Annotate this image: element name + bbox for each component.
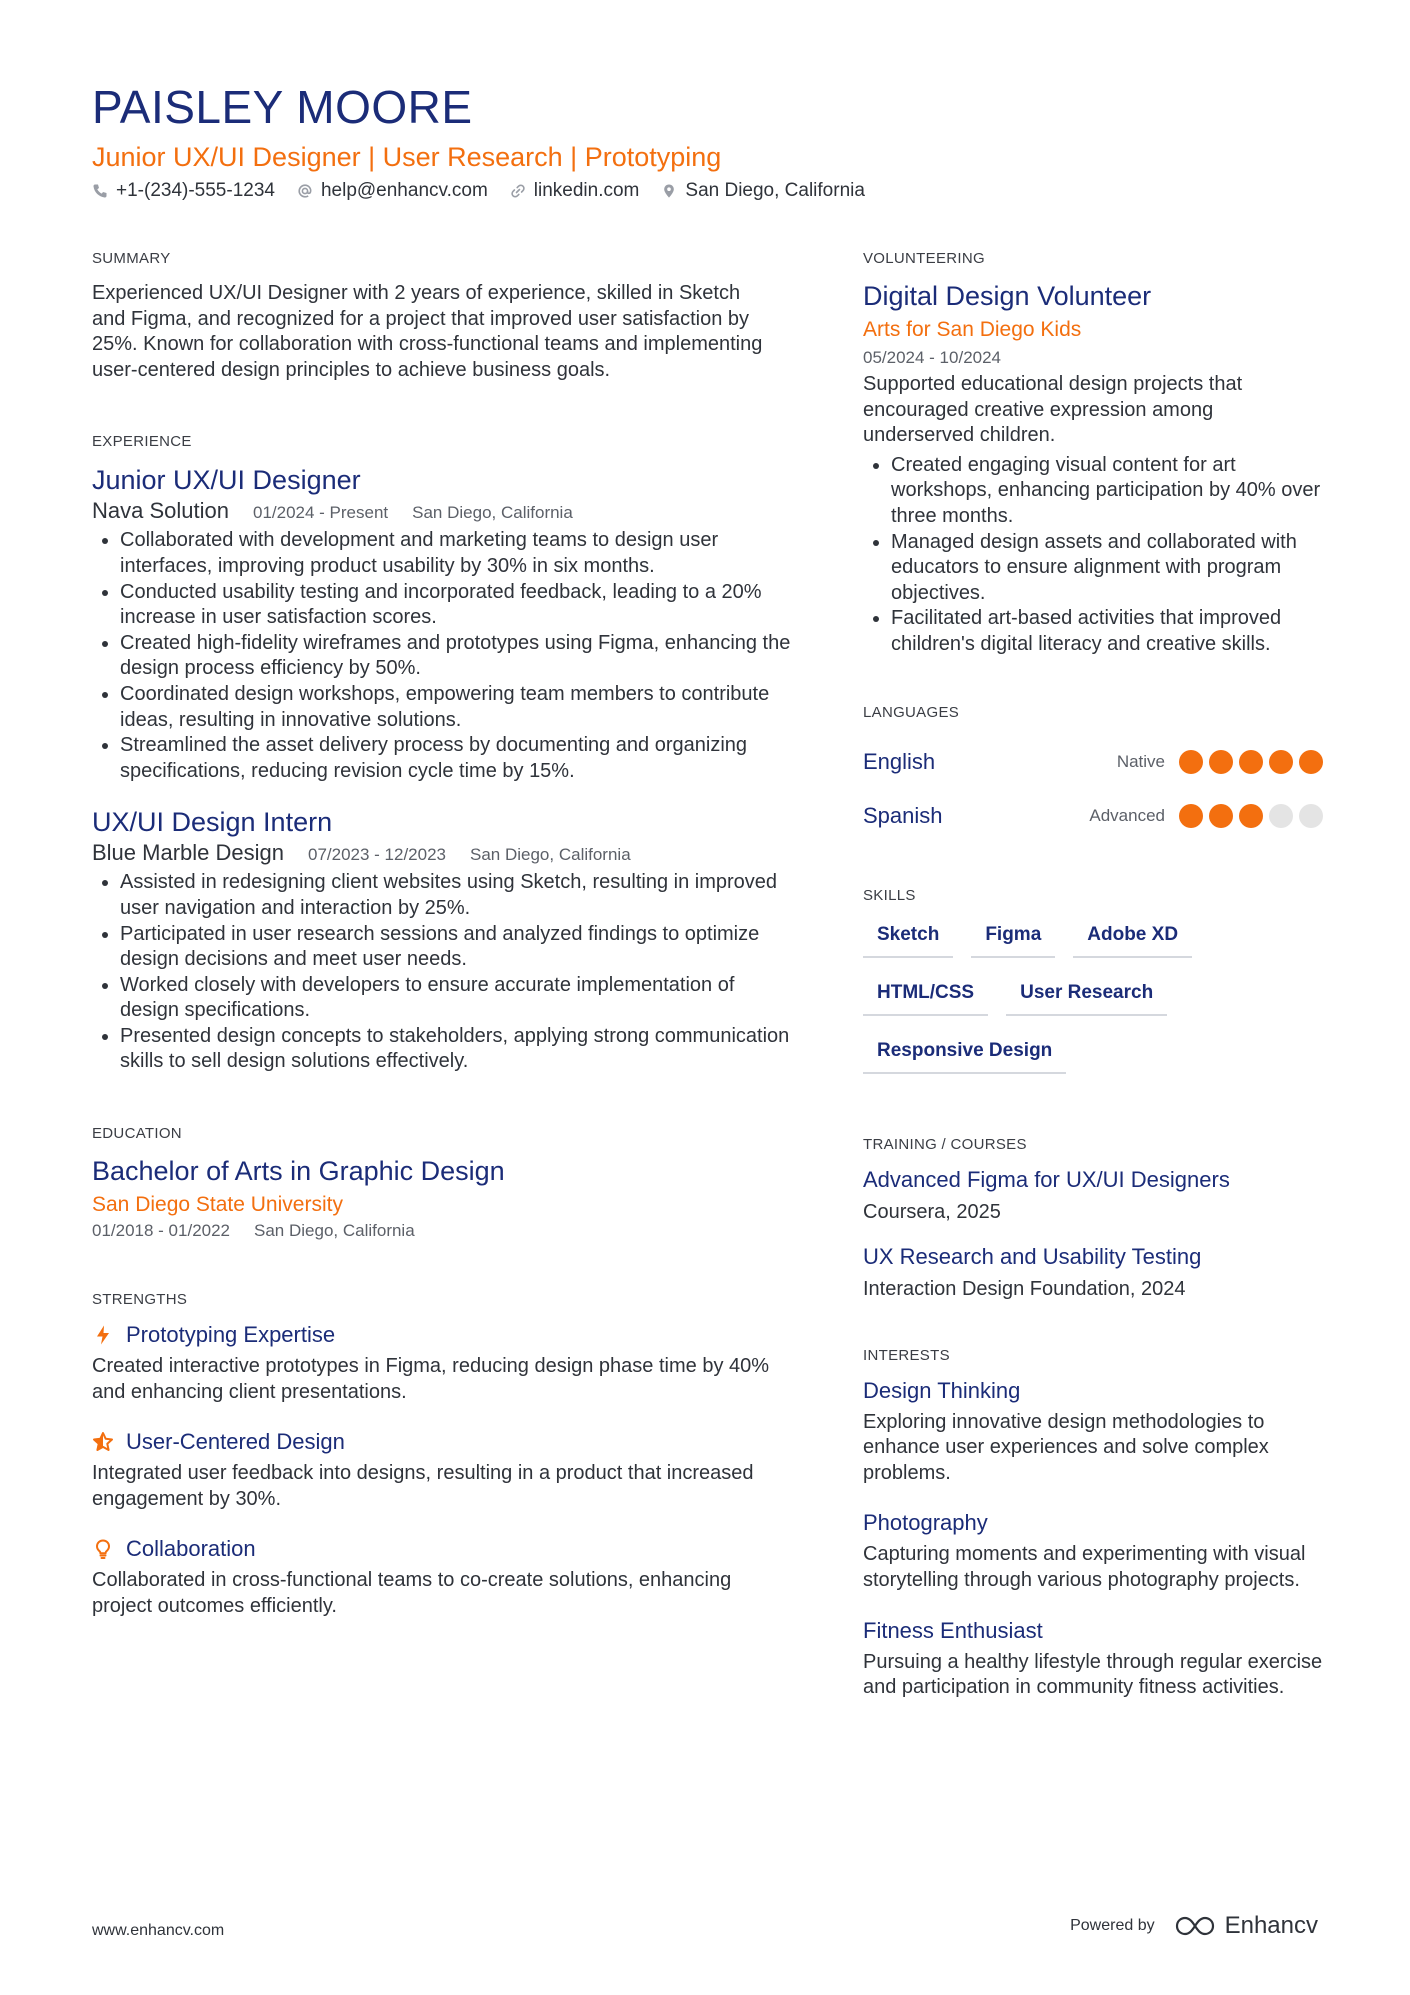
bullet-item: • Facilitated art-based activities that improved children's digital literacy and creative skills. [891, 606, 1323, 657]
interest-item [863, 1378, 1323, 1487]
job-bullets [92, 870, 792, 1075]
interest-title: Design Thinking [863, 1377, 1021, 1403]
strength-title: Collaboration [126, 1536, 256, 1562]
course-provider: Interaction Design Foundation, 2024 [863, 1277, 1186, 1300]
education-section [92, 1125, 792, 1241]
skill-tag: Sketch [863, 918, 953, 958]
section-title-summary: SUMMARY [92, 250, 171, 267]
rating-dot-filled [1179, 750, 1203, 774]
interest-item [863, 1510, 1323, 1593]
skill-tag: User Research [1006, 976, 1167, 1016]
language-name: English [863, 748, 936, 774]
education-meta [92, 1221, 792, 1241]
phone-icon [92, 183, 108, 199]
contact-location [661, 180, 865, 202]
strength-item [92, 1322, 792, 1405]
experience-entry [92, 806, 792, 1075]
bullet-item: • Coordinated design workshops, empowering team members to contribute ideas, resulting in innovative solutions. [120, 682, 792, 733]
course-item [863, 1167, 1323, 1224]
powered-by-label: Powered by [1070, 1917, 1155, 1934]
job-title: Junior UX/UI Designer [92, 465, 361, 496]
contact-website[interactable] [510, 180, 640, 202]
brand-logo[interactable] [1173, 1912, 1318, 1940]
rating-dot-filled [1179, 804, 1203, 828]
section-title-experience: EXPERIENCE [92, 433, 192, 451]
rating-dot-filled [1239, 750, 1263, 774]
bullet-item: • Participated in user research sessions and analyzed findings to optimize design decisions and meet user needs. [120, 922, 792, 973]
job-dates: 07/2023 - 12/2023 [307, 845, 446, 865]
course-provider: Coursera, 2025 [863, 1200, 1001, 1223]
lightbulb-icon [92, 1538, 114, 1560]
strength-title: User-Centered Design [126, 1429, 345, 1455]
contact-email-text: help@enhancv.com [320, 180, 488, 201]
contact-website-text: linkedin.com [533, 180, 640, 201]
strength-text: Created interactive prototypes in Figma, reducing design phase time by 40% and enhancing client presentations. [92, 1355, 770, 1403]
interest-title: Fitness Enthusiast [863, 1617, 1043, 1643]
company-name: Blue Marble Design [92, 840, 284, 866]
interests-section [863, 1347, 1323, 1701]
bullet-item: • Created engaging visual content for art workshops, enhancing participation by 40% over three months. [891, 453, 1323, 530]
skill-tag: Figma [971, 918, 1055, 958]
contact-location-text: San Diego, California [685, 180, 865, 201]
right-column [863, 250, 1323, 1725]
lightning-icon [92, 1324, 114, 1346]
section-title-skills: SKILLS [863, 886, 916, 904]
rating-dot-filled [1209, 804, 1233, 828]
contact-bar [92, 180, 865, 202]
language-row [863, 735, 1323, 789]
company-name: Nava Solution [92, 498, 229, 524]
summary-text: Experienced UX/UI Designer with 2 years of experience, skilled in Sketch and Figma, and recognized for a project that improved user satisfaction by 25%. Known for collaboration with cross-functional teams and implementing user-centered design principles to achieve business goals. [92, 282, 763, 381]
rating-dot-empty [1299, 804, 1323, 828]
bullet-item: • Collaborated with development and marketing teams to design user interfaces, improving product usability by 30% in six months. [120, 528, 792, 579]
enhancv-logo-icon [1173, 1915, 1217, 1937]
bullet-item: • Created high-fidelity wireframes and prototypes using Figma, enhancing the design process efficiency by 50%. [120, 631, 792, 682]
interest-title: Photography [863, 1510, 988, 1536]
strength-header [92, 1429, 792, 1455]
footer-branding [1070, 1912, 1318, 1940]
left-column [92, 250, 792, 1644]
education-school: San Diego State University [92, 1193, 343, 1217]
rating-dot-filled [1299, 750, 1323, 774]
training-section [863, 1136, 1323, 1301]
strength-item [92, 1536, 792, 1619]
skill-tag: Adobe XD [1073, 918, 1192, 958]
strength-header [92, 1322, 792, 1348]
job-meta-line [92, 498, 792, 524]
location-pin-icon [661, 183, 677, 199]
section-title-interests: INTERESTS [863, 1346, 950, 1364]
job-meta-line [92, 840, 792, 866]
star-icon [92, 1431, 114, 1453]
rating-dot-empty [1269, 804, 1293, 828]
language-level: Native [1116, 751, 1165, 771]
volunteer-dates: 05/2024 - 10/2024 [863, 348, 1002, 367]
section-title-training: TRAINING / COURSES [863, 1135, 1027, 1153]
volunteer-bullets [863, 453, 1323, 658]
job-dates: 01/2024 - Present [252, 503, 389, 523]
skill-tag: HTML/CSS [863, 976, 988, 1016]
bullet-item: • Conducted usability testing and incorporated feedback, leading to a 20% increase in user satisfaction scores. [120, 580, 792, 631]
volunteer-org: Arts for San Diego Kids [863, 318, 1082, 341]
interest-text: Capturing moments and experimenting with visual storytelling through various photography projects. [863, 1543, 1306, 1591]
language-name: Spanish [863, 802, 943, 828]
strength-header [92, 1536, 792, 1562]
rating-dot-filled [1239, 804, 1263, 828]
bullet-item: • Worked closely with developers to ensure accurate implementation of design specifications. [120, 973, 792, 1024]
volunteer-role: Digital Design Volunteer [863, 281, 1152, 311]
bullet-item: • Assisted in redesigning client websites using Sketch, resulting in improved user navigation and interaction by 25%. [120, 870, 792, 921]
bullet-item: • Presented design concepts to stakeholders, applying strong communication skills to sell design solutions effectively. [120, 1024, 792, 1075]
strength-title: Prototyping Expertise [126, 1322, 336, 1348]
volunteering-section [863, 250, 1323, 658]
language-rating [1179, 804, 1323, 828]
rating-dot-filled [1209, 750, 1233, 774]
job-location: San Diego, California [412, 503, 573, 523]
interest-text: Exploring innovative design methodologies to enhance user experiences and solve complex problems. [863, 1410, 1269, 1484]
section-title-volunteering: VOLUNTEERING [863, 250, 985, 267]
interest-item [863, 1618, 1323, 1701]
course-title: UX Research and Usability Testing [863, 1243, 1202, 1269]
section-title-education: EDUCATION [92, 1125, 182, 1143]
volunteer-description: Supported educational design projects that encouraged creative expression among underserved children. [863, 373, 1243, 447]
section-title-languages: LANGUAGES [863, 703, 960, 721]
strengths-section [92, 1291, 792, 1620]
section-title-strengths: STRENGTHS [92, 1291, 188, 1309]
skill-tag: Responsive Design [863, 1034, 1066, 1074]
course-item [863, 1244, 1323, 1301]
language-level: Advanced [1089, 805, 1165, 825]
rating-dot-filled [1269, 750, 1293, 774]
brand-name: Enhancv [1224, 1912, 1318, 1939]
job-bullets [92, 528, 792, 784]
experience-section [92, 433, 792, 1075]
strength-text: Integrated user feedback into designs, resulting in a product that increased engagement by 30%. [92, 1462, 754, 1510]
course-title: Advanced Figma for UX/UI Designers [863, 1166, 1230, 1192]
education-degree: Bachelor of Arts in Graphic Design [92, 1156, 505, 1187]
education-dates: 01/2018 - 01/2022 [92, 1221, 231, 1241]
job-title: UX/UI Design Intern [92, 807, 333, 838]
job-location: San Diego, California [470, 845, 631, 865]
candidate-headline: Junior UX/UI Designer | User Research | Prototyping [92, 142, 722, 172]
strength-item [92, 1429, 792, 1512]
skills-section [863, 887, 1323, 1074]
interest-text: Pursuing a healthy lifestyle through regular exercise and participation in community fitness activities. [863, 1650, 1323, 1699]
strength-text: Collaborated in cross-functional teams to co-create solutions, enhancing project outcomes efficiently. [92, 1569, 732, 1618]
languages-section [863, 704, 1323, 843]
education-location: San Diego, California [254, 1221, 415, 1241]
contact-phone-text: +1-(234)-555-1234 [116, 180, 275, 201]
skills-list [863, 918, 1333, 1074]
contact-phone[interactable] [92, 180, 275, 202]
bullet-item: • Streamlined the asset delivery process by documenting and organizing specifications, reducing revision cycle time by 15%. [120, 733, 792, 784]
summary-section [92, 250, 792, 383]
footer-website[interactable]: www.enhancv.com [92, 1922, 225, 1939]
language-rating [1179, 750, 1323, 774]
at-icon [297, 183, 313, 199]
language-row [863, 789, 1323, 843]
bullet-item: • Managed design assets and collaborated with educators to ensure alignment with program objectives. [891, 530, 1323, 607]
experience-entry [92, 464, 792, 784]
candidate-name: PAISLEY MOORE [92, 81, 473, 133]
link-icon [510, 183, 526, 199]
contact-email[interactable] [297, 180, 488, 202]
